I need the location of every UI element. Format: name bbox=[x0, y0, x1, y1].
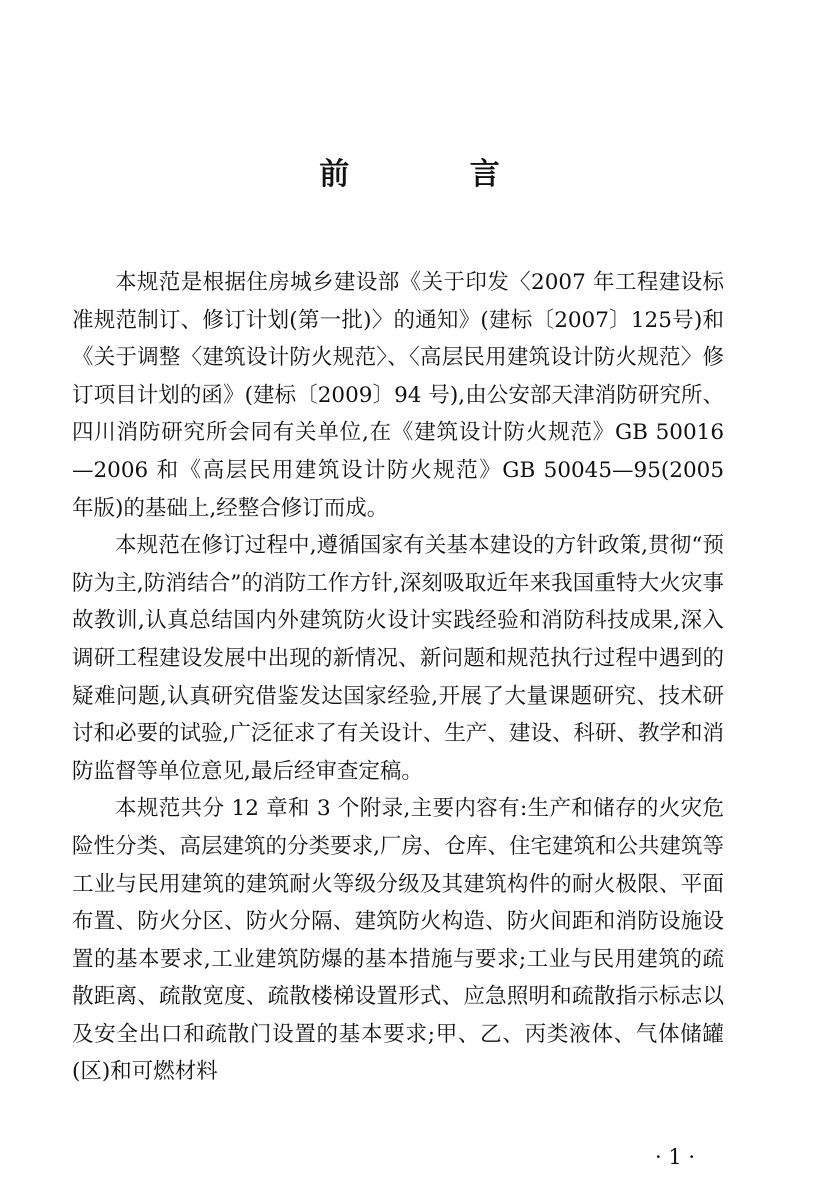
paragraph: 本规范是根据住房城乡建设部《关于印发〈2007 年工程建设标准规范制订、修订计划(第一批)〉的通知》(建标〔2007〕125号)和《关于调整〈建筑设计防火规范〉、〈高层民用建筑设计防火规范〉修订项目计划的函》(建标〔2009〕94 号),由公安部天津消防研究所、四川消防研究所会同有关单位,在《建筑设计防火规范》GB 50016—2006 和《高层民用建筑设计防火规范》GB 50045—95(2005 年版)的基础上,经整合修订而成。 bbox=[72, 270, 724, 521]
page-title: 前 言 bbox=[319, 157, 555, 192]
page-number: · 1 · bbox=[654, 1145, 696, 1169]
paragraph: 本规范共分 12 章和 3 个附录,主要内容有:生产和储存的火灾危险性分类、高层建筑的分类要求,厂房、仓库、住宅建筑和公共建筑等工业与民用建筑的建筑耐火等级分级及其建筑构件的耐火极限、平面布置、防火分区、防火分隔、建筑防火构造、防火间距和消防设施设置的基本要求,工业建筑防爆的基本措施与要求;工业与民用建筑的疏散距离、疏散宽度、疏散楼梯设置形式、应急照明和疏散指示标志以及安全出口和疏散门设置的基本要求;甲、乙、丙类液体、气体储罐(区)和可燃材料 bbox=[72, 796, 724, 1085]
preface-body bbox=[72, 264, 724, 1091]
paragraph: 本规范在修订过程中,遵循国家有关基本建设的方针政策,贯彻“预防为主,防消结合”的消防工作方针,深刻吸取近年来我国重特大火灾事故教训,认真总结国内外建筑防火设计实践经验和消防科技成果,深入调研工程建设发展中出现的新情况、新问题和规范执行过程中遇到的疑难问题,认真研究借鉴发达国家经验,开展了大量课题研究、技术研讨和必要的试验,广泛征求了有关设计、生产、建设、科研、教学和消防监督等单位意见,最后经审查定稿。 bbox=[72, 533, 724, 784]
